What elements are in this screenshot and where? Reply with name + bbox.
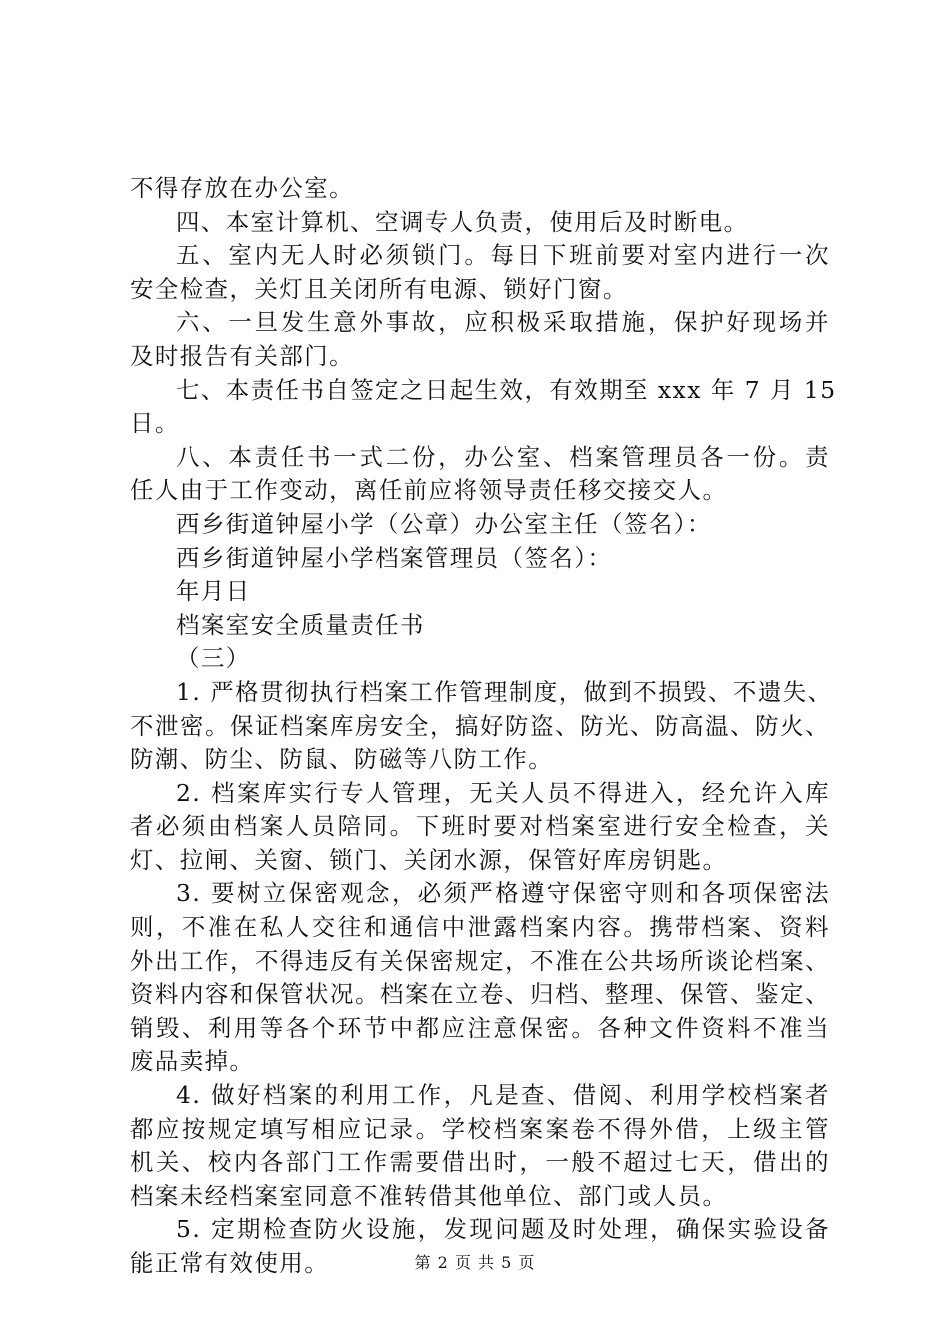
text-line: 灯、拉闸、关窗、锁门、关闭水源，保管好库房钥匙。 — [130, 845, 728, 874]
date-line: 年月日 — [176, 577, 251, 606]
text-line: 者必须由档案人员陪同。下班时要对档案室进行安全检查，关 — [130, 812, 830, 841]
text-line: 八、本责任书一式二份，办公室、档案管理员各一份。责 — [176, 442, 830, 471]
signature-line-office: 西乡街道钟屋小学（公章）办公室主任（签名）： — [176, 509, 712, 538]
text-line: 外出工作，不得违反有关保密规定，不准在公共场所谈论档案、 — [130, 946, 830, 975]
text-line: 机关、校内各部门工作需要借出时，一般不超过七天，借出的 — [130, 1148, 830, 1177]
text-line: 任人由于工作变动，离任前应将领导责任移交接交人。 — [130, 476, 728, 505]
text-line: 及时报告有关部门。 — [130, 341, 355, 370]
text-line: 能正常有效使用。 — [130, 1249, 330, 1277]
text-line: 则，不准在私人交往和通信中泄露档案内容。携带档案、资料 — [130, 913, 830, 942]
text-line: 都应按规定填写相应记录。学校档案案卷不得外借，上级主管 — [130, 1114, 830, 1143]
text-line: 1. 严格贯彻执行档案工作管理制度，做到不损毁、不遗失、 — [176, 677, 833, 706]
text-line: 档案未经档案室同意不准转借其他单位、部门或人员。 — [130, 1181, 728, 1210]
section-title: 档案室安全质量责任书 — [176, 610, 425, 639]
text-line: 3. 要树立保密观念，必须严格遵守保密守则和各项保密法 — [176, 879, 830, 908]
text-line: 不泄密。保证档案库房安全，搞好防盗、防光、防高温、防火、 — [130, 711, 830, 740]
text-line: 六、一旦发生意外事故，应积极采取措施，保护好现场并 — [176, 308, 830, 337]
text-line: 四、本室计算机、空调专人负责，使用后及时断电。 — [176, 207, 749, 236]
text-line: 资料内容和保管状况。档案在立卷、归档、整理、保管、鉴定、 — [130, 980, 830, 1009]
text-line: 废品卖掉。 — [130, 1047, 255, 1076]
text-line: 安全检查，关灯且关闭所有电源、锁好门窗。 — [130, 274, 628, 303]
text-line: 五、室内无人时必须锁门。每日下班前要对室内进行一次 — [176, 241, 830, 270]
text-line: 4. 做好档案的利用工作，凡是查、借阅、利用学校档案者 — [176, 1081, 830, 1110]
text-line: 日。 — [130, 409, 180, 438]
text-line: 不得存放在办公室。 — [130, 174, 355, 202]
section-number: （三） — [176, 644, 251, 673]
text-line: 防潮、防尘、防鼠、防磁等八防工作。 — [130, 745, 554, 774]
text-line: 销毁、利用等各个环节中都应注意保密。各种文件资料不准当 — [130, 1013, 830, 1042]
text-line: 2. 档案库实行专人管理，无关人员不得进入，经允许入库 — [176, 778, 830, 807]
text-line: 5. 定期检查防火设施，发现问题及时处理，确保实验设备 — [176, 1215, 830, 1244]
signature-line-archivist: 西乡街道钟屋小学档案管理员（签名）： — [176, 543, 613, 572]
page-footer: 第 2 页 共 5 页 — [414, 1253, 536, 1272]
text-line: 七、本责任书自签定之日起生效，有效期至 xxx 年 7 月 15 — [176, 375, 837, 404]
document-body — [130, 172, 837, 1281]
